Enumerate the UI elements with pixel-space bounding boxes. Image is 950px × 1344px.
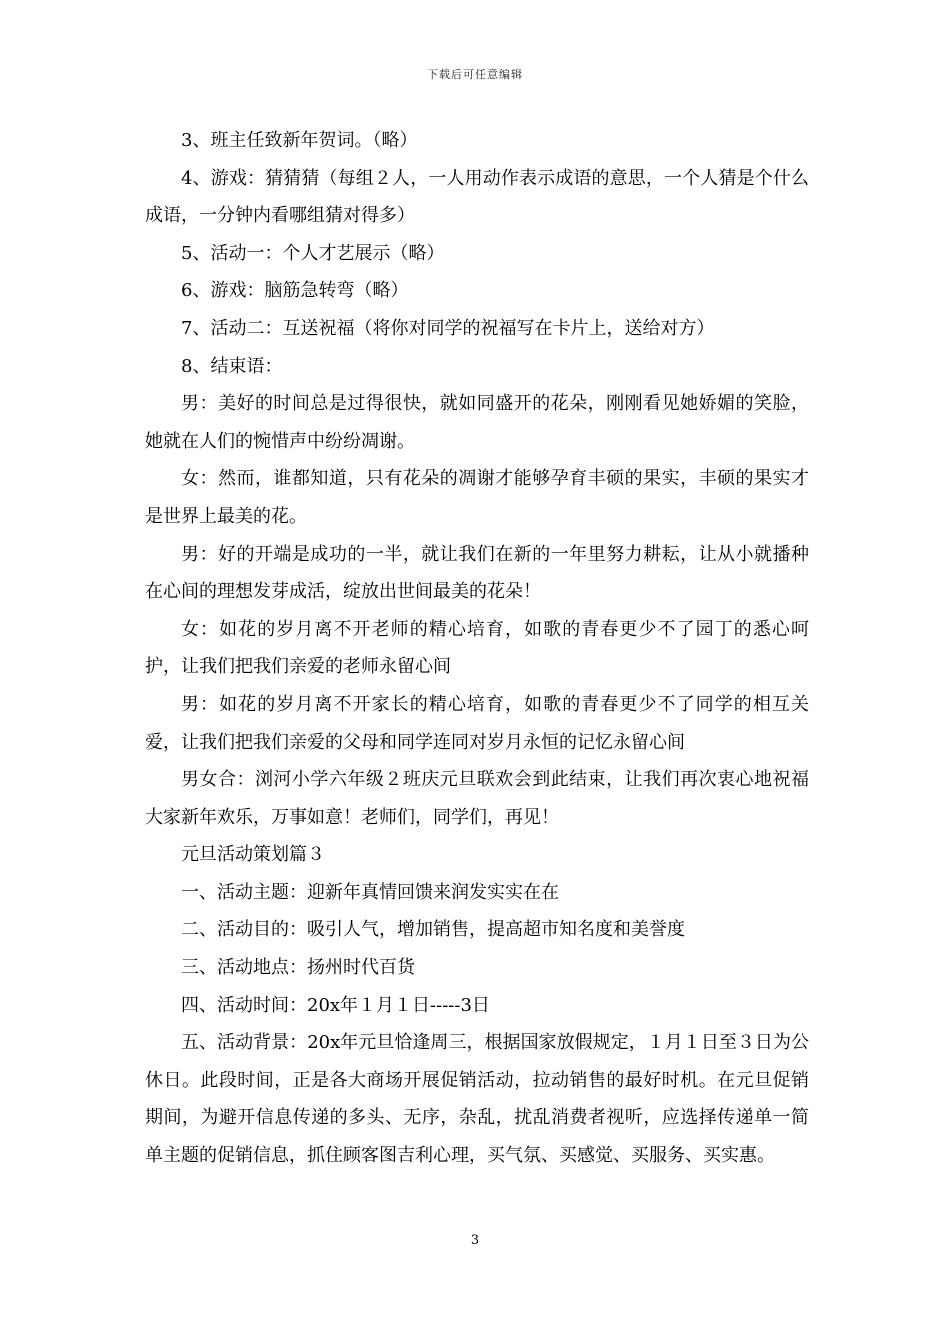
paragraph: 男女合：浏河小学六年级２班庆元旦联欢会到此结束，让我们再次衷心地祝福大家新年欢乐，万事如意！老师们，同学们，再见！ — [145, 769, 809, 828]
paragraph: 三、活动地点：扬州时代百货 — [181, 957, 415, 979]
paragraph: 一、活动主题：迎新年真情回馈来润发实实在在 — [181, 881, 559, 903]
paragraph: 6、游戏：脑筋急转弯（略） — [181, 280, 409, 302]
paragraph: 3、班主任致新年贺词。（略） — [181, 130, 418, 151]
paragraph: 7、活动二：互送祝福（将你对同学的祝福写在卡片上，送给对方） — [181, 317, 715, 339]
page-number: 3 — [470, 1233, 480, 1248]
page-header: 下载后可任意编辑 — [427, 68, 523, 81]
paragraph: 男：好的开端是成功的一半，就让我们在新的一年里努力耕耘，让从小就播种在心间的理想发芽成活，绽放出世间最美的花朵！ — [145, 543, 809, 603]
paragraph: 女：然而，谁都知道，只有花朵的凋谢才能够孕育丰硕的果实，丰硕的果实才是世界上最美的花。 — [145, 468, 809, 527]
paragraph: 四、活动时间：20x年１月１日-----3日 — [181, 994, 490, 1016]
paragraph: 五、活动背景：20x年元旦恰逢周三，根据国家放假规定，１月１日至３日为公休日。此段时间，正是各大商场开展促销活动，拉动销售的最好时机。在元旦促销期间，为避开信息传递的多头、无序，杂乱，扰乱消费者视听，应选择传递单一简单主题的促销信息，抓住顾客图吉利心理，买气氛、买感觉、买服务、买实惠。 — [145, 1032, 809, 1167]
paragraph: 4、游戏：猜猜猜（每组２人，一人用动作表示成语的意思，一个人猜是个什么成语，一分钟内看哪组猜对得多） — [145, 167, 809, 227]
paragraph: 5、活动一：个人才艺展示（略） — [181, 242, 445, 264]
section-heading: 元旦活动策划篇３ — [181, 844, 325, 866]
paragraph: 女：如花的岁月离不开老师的精心培育，如歌的青春更少不了园丁的悉心呵护，让我们把我们亲爱的老师永留心间 — [145, 618, 809, 678]
paragraph: 男：如花的岁月离不开家长的精心培育，如歌的青春更少不了同学的相互关爱，让我们把我们亲爱的父母和同学连同对岁月永恒的记忆永留心间 — [145, 693, 809, 753]
paragraph: 8、结束语： — [181, 355, 283, 377]
paragraph: 二、活动目的：吸引人气，增加销售，提高超市知名度和美誉度 — [181, 919, 685, 941]
paragraph: 男：美好的时间总是过得很快，就如同盛开的花朵，刚刚看见她娇媚的笑脸，她就在人们的惋惜声中纷纷凋谢。 — [145, 393, 809, 452]
body-text — [145, 122, 809, 1175]
